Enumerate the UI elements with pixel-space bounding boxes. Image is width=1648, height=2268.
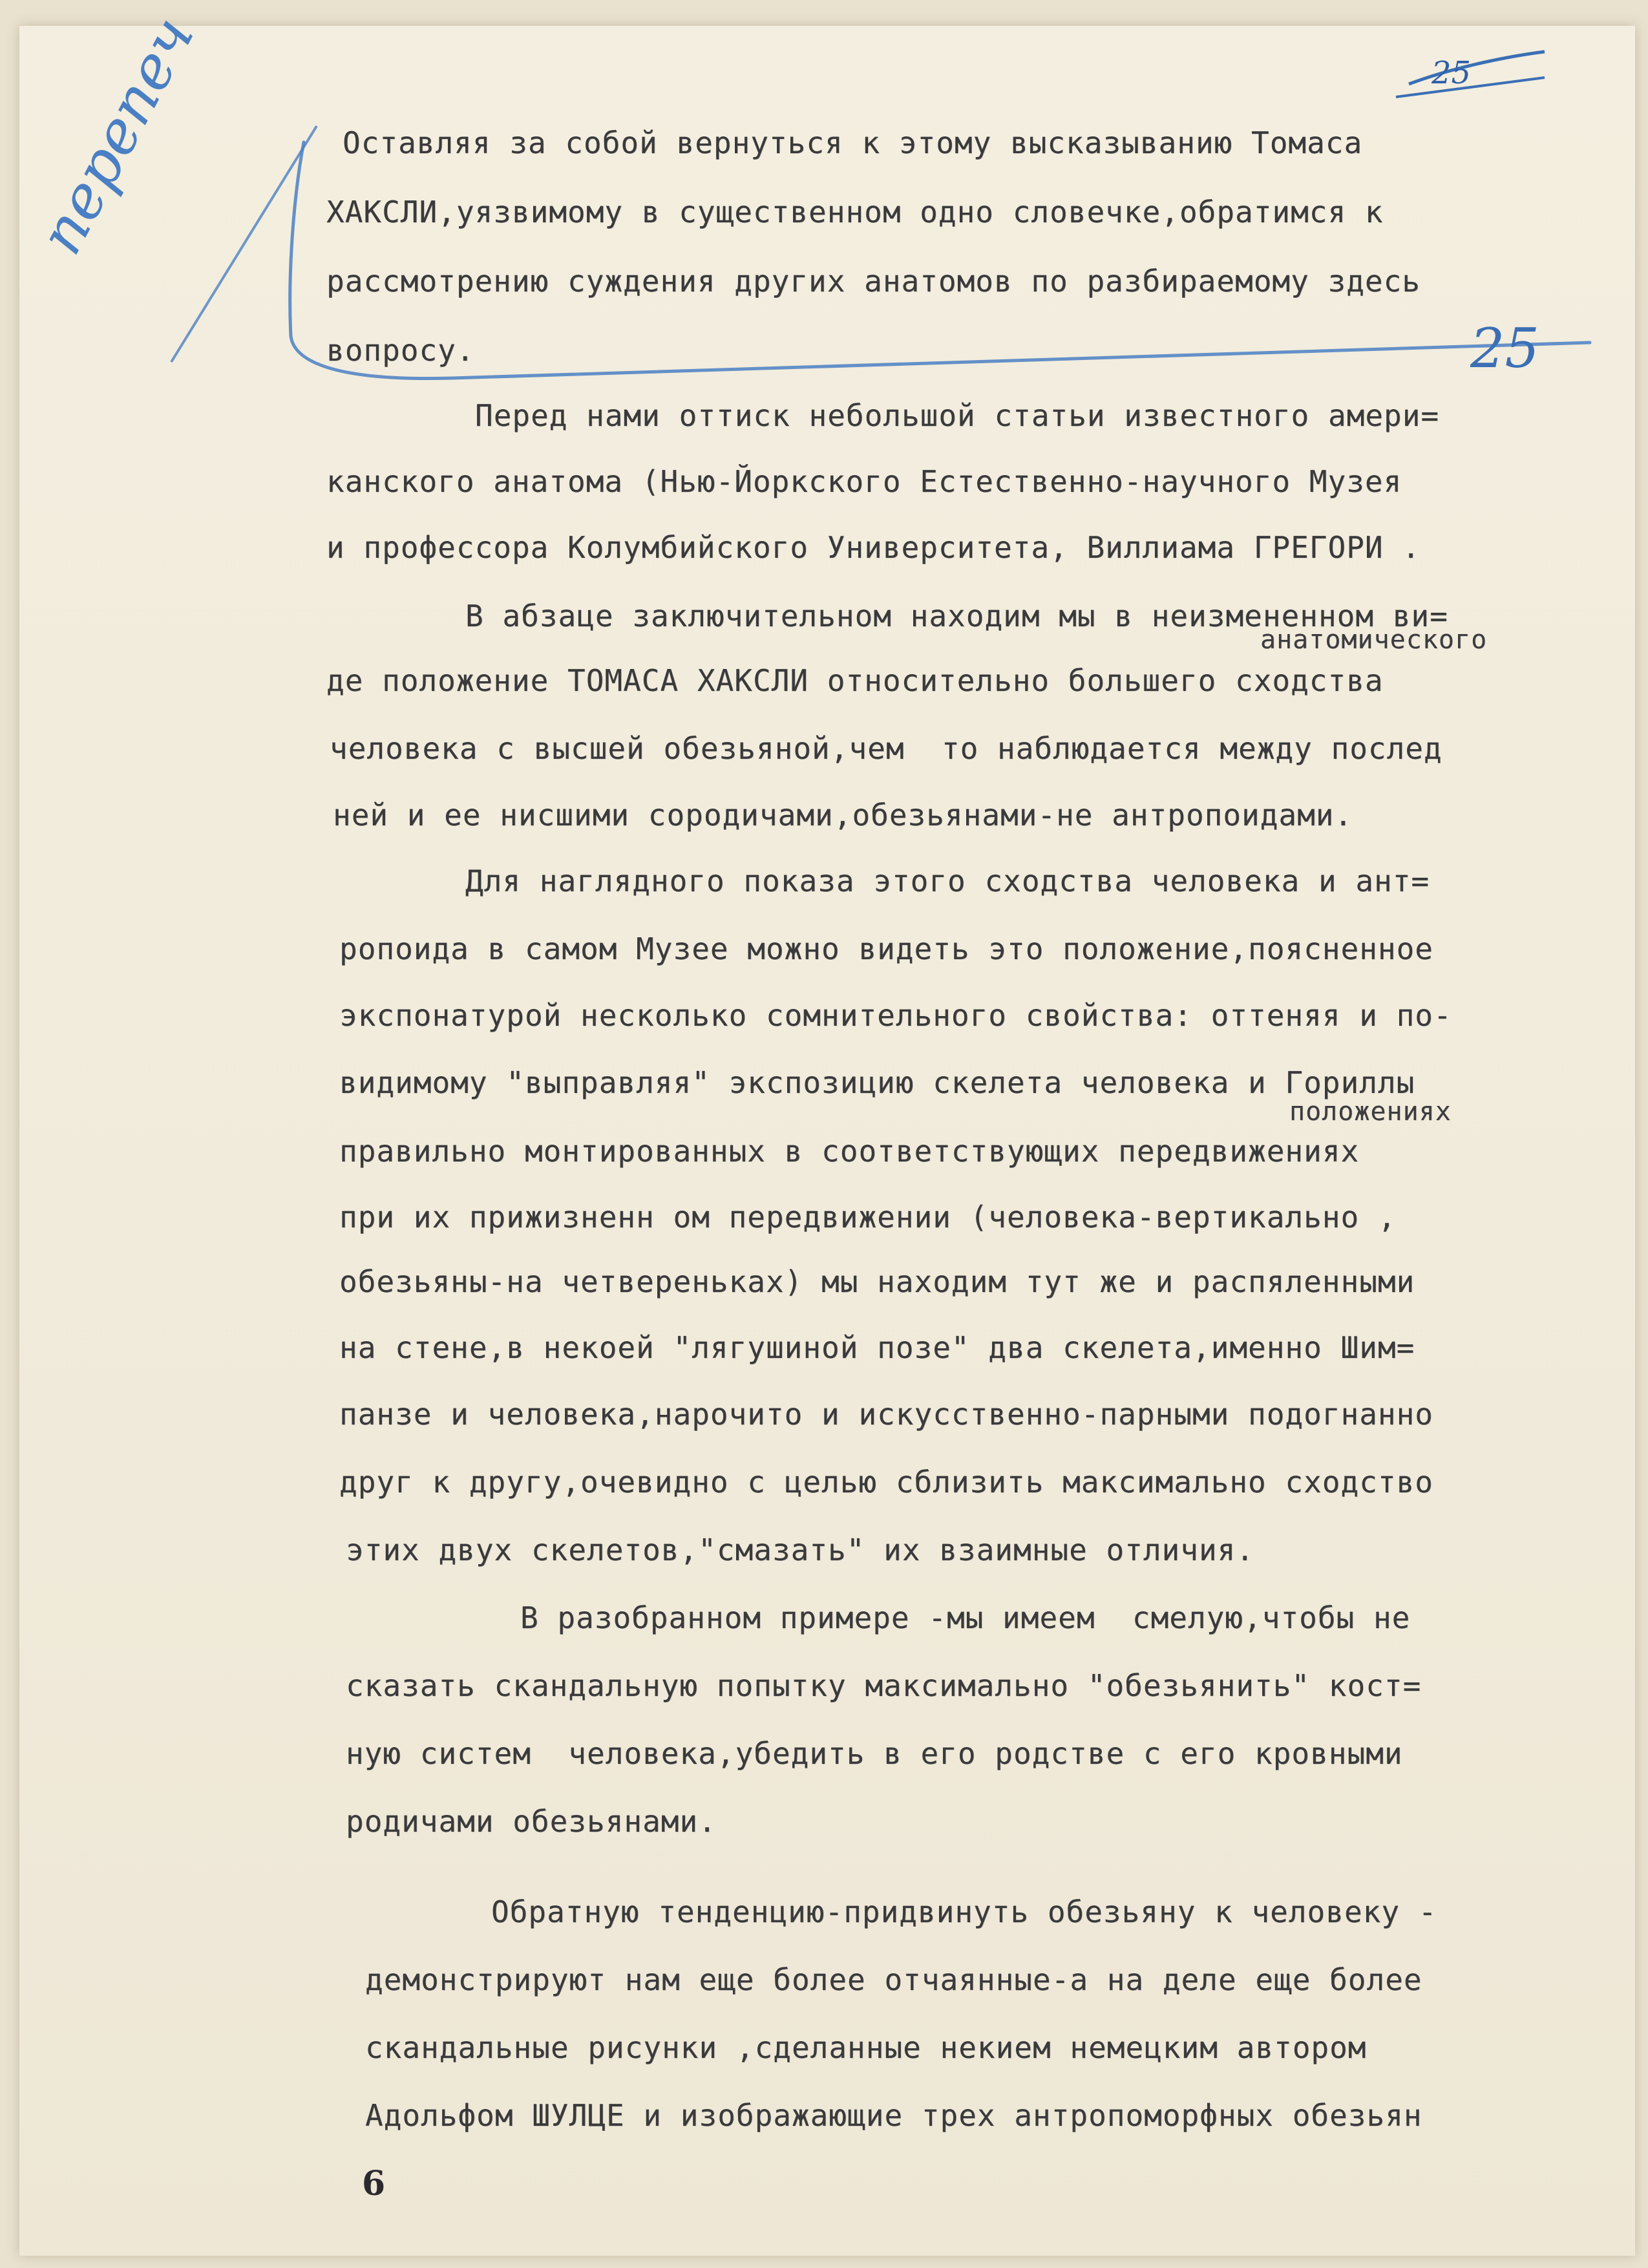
- text-line: Обратную тенденцию-придвинуть обезьяну к человеку -: [491, 1894, 1437, 1929]
- text-line: Для наглядного показа этого сходства человека и ант=: [465, 864, 1430, 898]
- text-line: панзе и человека,нарочито и искусственно-парными подогнанно: [339, 1397, 1433, 1432]
- text-line: ную систем человека,убедить в его родстве с его кровными: [346, 1736, 1403, 1771]
- text-line: сказать скандальную попытку максимально "обезьянить" кост=: [346, 1668, 1422, 1703]
- text-line: на стене,в некоей "лягушиной позе" два скелета,именно Шим=: [339, 1330, 1415, 1365]
- text-line: рассмотрению суждения других анатомов по разбираемому здесь: [326, 264, 1421, 299]
- interlinear-insert: положениях: [1289, 1097, 1452, 1127]
- page-number-top: 25: [1431, 55, 1472, 91]
- text-line: Перед нами оттиск небольшой статьи известного амери=: [475, 398, 1440, 433]
- text-line: Адольфом ШУЛЦЕ и изображающие трех антропоморфных обезьян: [365, 2098, 1422, 2133]
- text-line: Оставляя за собой вернуться к этому высказыванию Томаса: [343, 125, 1363, 160]
- page-number-bottom: 6: [362, 2164, 386, 2203]
- text-line: ропоида в самом Музее можно видеть это положение,поясненное: [339, 931, 1433, 966]
- text-line: вопросу.: [326, 333, 475, 368]
- text-line: В разобранном примере -мы имеем смелую,чтобы не: [520, 1600, 1411, 1635]
- page-number-handwritten: 25: [1470, 317, 1539, 380]
- text-line: видимому "выправляя" экспозицию скелета человека и Гориллы: [339, 1065, 1415, 1100]
- text-line: и профессора Колумбийского Университета, Виллиама ГРЕГОРИ .: [326, 530, 1421, 565]
- text-line: человека с высшей обезьяной,чем то наблюдается между послед: [330, 731, 1442, 766]
- text-line: экспонатурой несколько сомнительного свойства: оттеняя и по-: [339, 998, 1452, 1033]
- text-line: В абзаце заключительном находим мы в неизмененном ви=: [465, 599, 1448, 633]
- text-line: ХАКСЛИ,уязвимому в существенном одно словечке,обратимся к: [326, 195, 1384, 229]
- text-line: этих двух скелетов,"смазать" их взаимные отличия.: [346, 1532, 1255, 1567]
- text-line: при их прижизненн ом передвижении (человека-вертикально ,: [339, 1200, 1397, 1235]
- text-line: правильно монтированных в соответствующих передвижениях: [339, 1134, 1360, 1169]
- text-line: друг к другу,очевидно с целью сблизить максимально сходство: [339, 1465, 1433, 1500]
- interlinear-insert: анатомического: [1260, 625, 1488, 655]
- text-line: канского анатома (Нью-Йоркского Естественно-научного Музея: [326, 464, 1402, 499]
- text-line: ней и ее нисшими сородичами,обезьянами-не антропоидами.: [333, 798, 1353, 832]
- text-line: де положение ТОМАСА ХАКСЛИ относительно большего сходства: [326, 663, 1384, 698]
- text-line: скандальные рисунки ,сделанные некием немецким автором: [365, 2030, 1367, 2065]
- margin-note: перепеч: [26, 5, 208, 266]
- text-line: обезьяны-на четвереньках) мы находим тут же и распяленными: [339, 1264, 1415, 1299]
- text-line: родичами обезьянами.: [346, 1804, 717, 1839]
- text-line: демонстрируют нам еще более отчаянные-а на деле еще более: [365, 1962, 1422, 1997]
